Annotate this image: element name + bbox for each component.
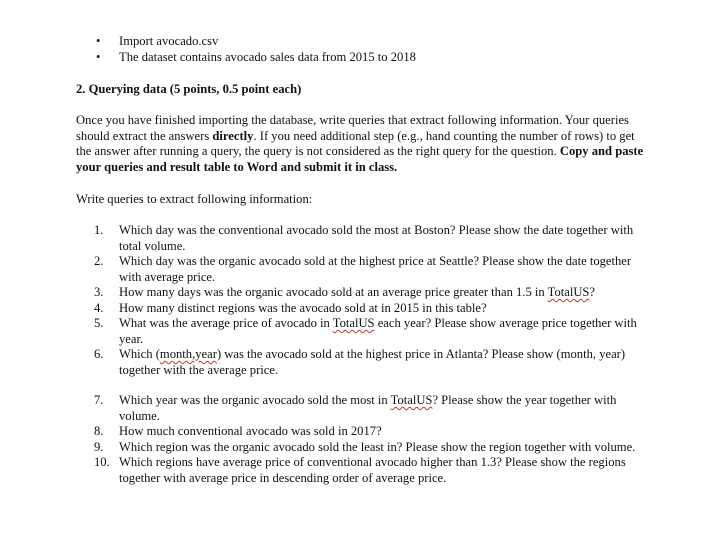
question-text: What was the average price of avocado in TotalUS each year? Please show average price together with year. <box>119 316 637 346</box>
question-number: 7. <box>94 393 104 407</box>
question-text: Which day was the organic avocado sold at the highest price at Seattle? Please show the date together with average price. <box>119 254 632 284</box>
question-number: 9. <box>94 439 104 454</box>
question-number: 2. <box>94 254 104 268</box>
bullet-icon: • <box>96 34 101 48</box>
question-text: Which year was the organic avocado sold the most in TotalUS? Please show the year together with volume. <box>119 393 617 423</box>
intro-bold-directly: directly <box>212 128 254 143</box>
list-item <box>94 347 654 378</box>
list-item <box>94 316 654 347</box>
intro-text: Once you have finished importing the database, write queries that extract following information. Your queries should extract the answers <box>76 113 629 143</box>
question-number: 4. <box>94 300 104 315</box>
question-text: Which day was the conventional avocado sold the most at Boston? Please show the date together with total volume. <box>119 223 634 253</box>
question-list <box>94 393 654 486</box>
intro-text: . If you need additional step (e.g., hand counting the number of rows) to get the answer after running a query, the query is not considered as the right query for the question. <box>76 128 635 158</box>
question-text: Which regions have average price of conventional avocado higher than 1.3? Please show the regions together with average price in descending order of average price. <box>119 455 626 485</box>
question-number: 1. <box>94 223 104 237</box>
question-number: 3. <box>94 285 104 299</box>
question-text: Which (month,year) was the avocado sold at the highest price in Atlanta? Please show (month, year) together with the average price. <box>119 347 626 377</box>
question-text: How many distinct regions was the avocado sold at in 2015 in this table? <box>119 300 487 315</box>
bullet-icon: • <box>96 50 101 64</box>
question-number: 5. <box>94 316 104 330</box>
list-item <box>94 285 654 301</box>
list-item <box>94 424 654 440</box>
bullet-item <box>96 34 218 50</box>
list-item <box>94 455 654 486</box>
question-list <box>94 223 654 378</box>
question-number: 10. <box>94 455 110 469</box>
question-number: 6. <box>94 347 104 361</box>
bullet-text: The dataset contains avocado sales data from 2015 to 2018 <box>119 50 416 64</box>
list-item <box>94 254 654 285</box>
question-text: Which region was the organic avocado sold the least in? Please show the region together with volume. <box>119 439 636 454</box>
section-title: 2. Querying data (5 points, 0.5 point each) <box>76 82 302 96</box>
list-item <box>94 223 654 254</box>
intro-paragraph <box>76 113 646 175</box>
question-text: How much conventional avocado was sold in 2017? <box>119 424 382 438</box>
question-text: How many days was the organic avocado sold at an average price greater than 1.5 in TotalUS? <box>119 285 596 299</box>
list-item <box>94 393 654 424</box>
list-item <box>94 440 654 456</box>
bullet-text: Import avocado.csv <box>119 34 219 48</box>
write-queries-line: Write queries to extract following information: <box>76 192 313 206</box>
intro-bold-instruction: Copy and paste your queries and result table to Word and submit it in class. <box>76 144 644 174</box>
question-number: 8. <box>94 424 104 438</box>
list-item <box>94 301 654 317</box>
bullet-item <box>96 50 416 66</box>
